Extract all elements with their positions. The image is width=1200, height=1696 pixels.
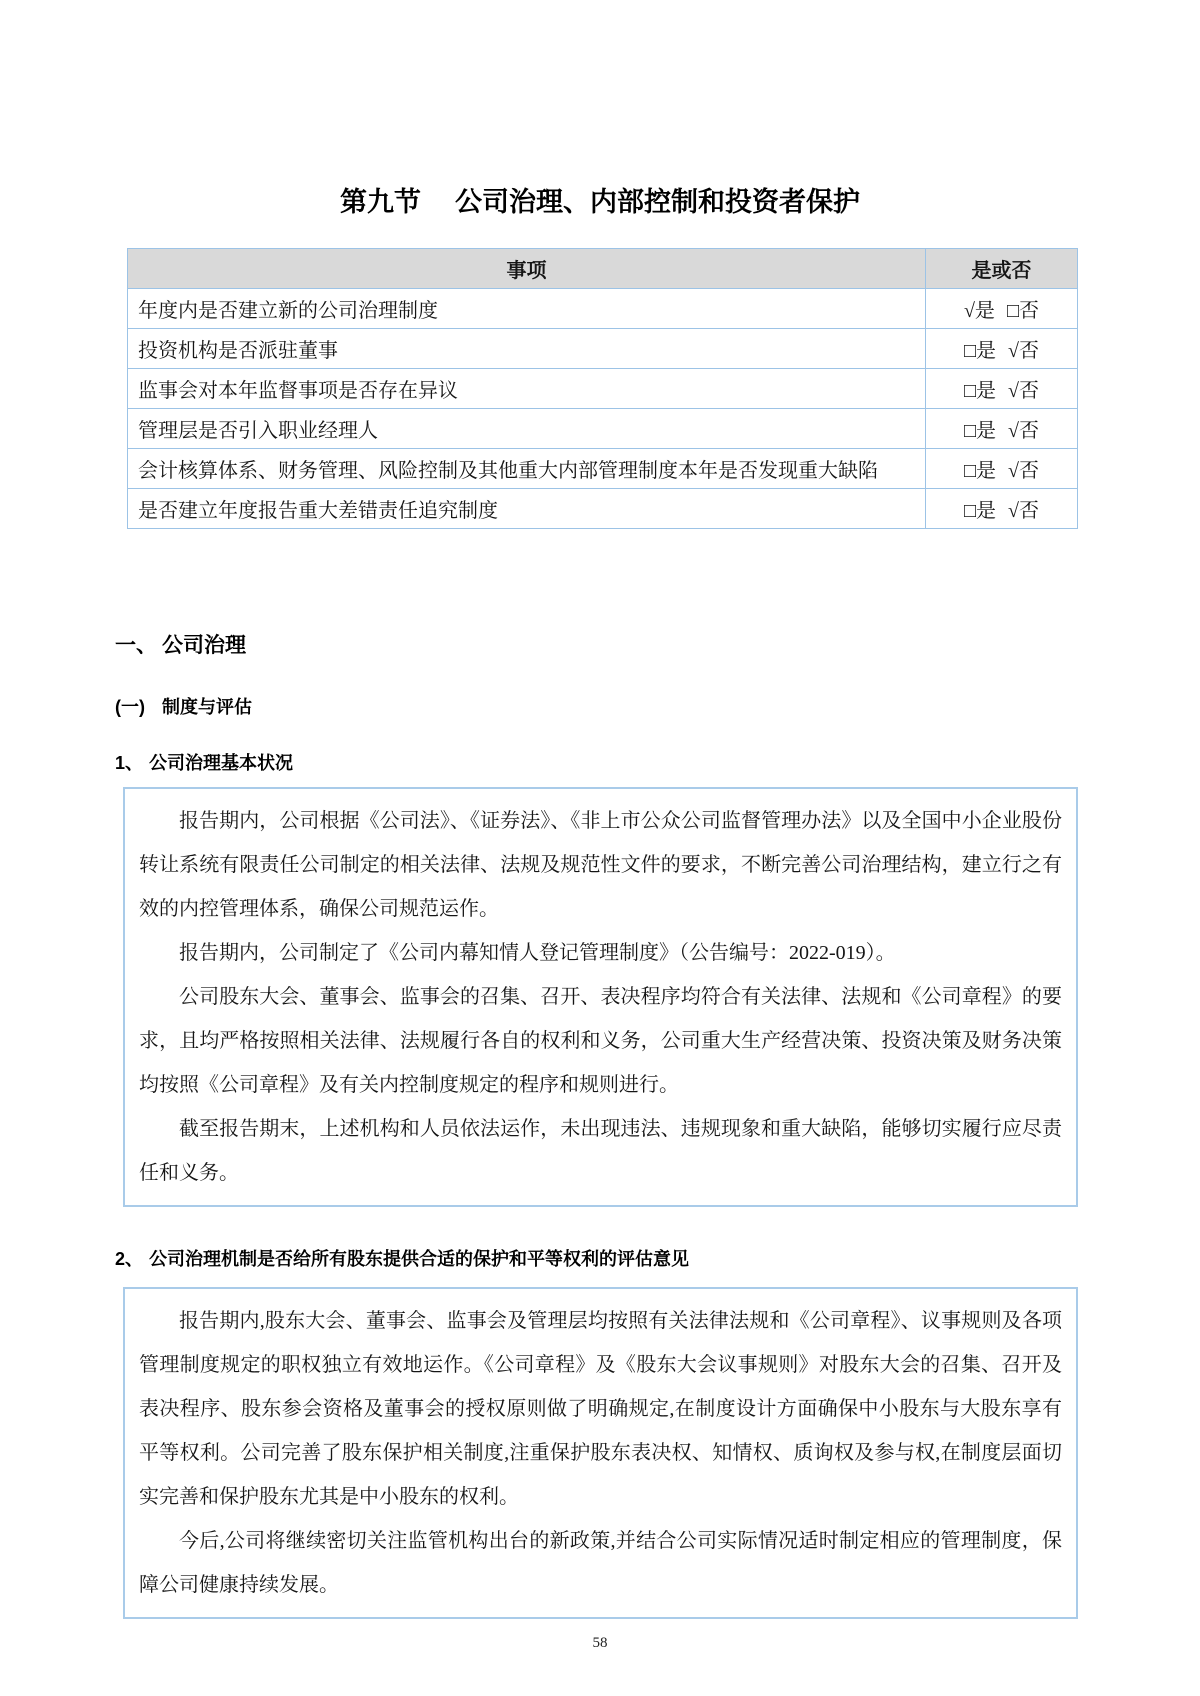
item-cell: 年度内是否建立新的公司治理制度 — [128, 289, 926, 329]
heading-text: 公司治理 — [162, 634, 246, 657]
heading-number: 1、 — [115, 753, 144, 773]
item-cell: 监事会对本年监督事项是否存在异议 — [128, 369, 926, 409]
page-number: 58 — [592, 1635, 608, 1651]
item-cell: 管理层是否引入职业经理人 — [128, 409, 926, 449]
section-title — [115, 186, 1085, 218]
item-cell: 会计核算体系、财务管理、风险控制及其他重大内部管理制度本年是否发现重大缺陷 — [128, 449, 926, 489]
no-checkbox-mark: √否 — [1008, 340, 1040, 362]
paragraph: 报告期内，公司根据《公司法》、《证券法》、《非上市公众公司监督管理办法》以及全国中小企业股份转让系统有限责任公司制定的相关法律、法规及规范性文件的要求，不断完善公司治理结构，建立行之有效的内控管理体系，确保公司规范运作。 — [139, 810, 1062, 920]
paragraph: 公司股东大会、董事会、监事会的召集、召开、表决程序均符合有关法律、法规和《公司章程》的要求，且均严格按照相关法律、法规履行各自的权利和义务，公司重大生产经营决策、投资决策及财务决策均按照《公司章程》及有关内控制度规定的程序和规则进行。 — [139, 986, 1062, 1096]
heading-text: 公司治理机制是否给所有股东提供合适的保护和平等权利的评估意见 — [149, 1249, 689, 1269]
yes-checkbox-mark: □是 — [963, 380, 997, 402]
answer-cell — [926, 369, 1078, 409]
paragraph: 截至报告期末，上述机构和人员依法运作，未出现违法、违规现象和重大缺陷，能够切实履行应尽责任和义务。 — [139, 1118, 1062, 1184]
heading-level1-corporate-governance — [115, 629, 1085, 659]
no-checkbox-mark: √否 — [1008, 380, 1040, 402]
table-row — [128, 289, 1078, 329]
yes-checkbox-mark: □是 — [963, 460, 997, 482]
paragraph: 报告期内，公司制定了《公司内幕知情人登记管理制度》（公告编号：2022-019）。 — [179, 942, 896, 964]
governance-yes-no-table — [127, 248, 1078, 529]
column-header-yes-or-no: 是或否 — [926, 249, 1078, 289]
heading-number: 2、 — [115, 1249, 144, 1269]
answer-cell — [926, 449, 1078, 489]
table-header-row — [128, 249, 1078, 289]
table-row — [128, 409, 1078, 449]
heading-item-2-shareholder-protection-evaluation — [115, 1245, 1085, 1271]
yes-checkbox-mark: □是 — [963, 420, 997, 442]
no-checkbox-mark: √否 — [1008, 460, 1040, 482]
answer-cell — [926, 329, 1078, 369]
heading-item-1-governance-basic-status — [115, 749, 1085, 775]
heading-text: 制度与评估 — [162, 697, 252, 717]
table-row — [128, 449, 1078, 489]
paragraph: 报告期内,股东大会、董事会、监事会及管理层均按照有关法律法规和《公司章程》、议事规则及各项管理制度规定的职权独立有效地运作。《公司章程》及《股东大会议事规则》对股东大会的召集、召开及表决程序、股东参会资格及董事会的授权原则做了明确规定,在制度设计方面确保中小股东与大股东享有平等权利。公司完善了股东保护相关制度,注重保护股东表决权、知情权、质询权及参与权,在制度层面切实完善和保护股东尤其是中小股东的权利。 — [139, 1310, 1062, 1508]
table-row — [128, 489, 1078, 529]
answer-cell — [926, 289, 1078, 329]
yes-checkbox-mark: □是 — [963, 340, 997, 362]
paragraph: 今后,公司将继续密切关注监管机构出台的新政策,并结合公司实际情况适时制定相应的管理制度，保障公司健康持续发展。 — [139, 1530, 1062, 1596]
answer-cell — [926, 409, 1078, 449]
table-row — [128, 329, 1078, 369]
table-row — [128, 369, 1078, 409]
yes-checkbox-mark: √是 — [963, 300, 995, 322]
item-cell: 是否建立年度报告重大差错责任追究制度 — [128, 489, 926, 529]
heading-level2-system-and-evaluation — [115, 693, 1085, 719]
page-content — [0, 186, 1200, 1652]
heading-number: 一、 — [115, 634, 157, 657]
heading-number: (一) — [115, 697, 145, 717]
section-title-text: 公司治理、内部控制和投资者保护 — [455, 187, 860, 217]
item-cell: 投资机构是否派驻董事 — [128, 329, 926, 369]
no-checkbox-mark: √否 — [1008, 420, 1040, 442]
answer-cell — [926, 489, 1078, 529]
no-checkbox-mark: √否 — [1008, 500, 1040, 522]
governance-status-text-box — [123, 787, 1078, 1207]
heading-text: 公司治理基本状况 — [149, 753, 293, 773]
shareholder-protection-text-box — [123, 1287, 1078, 1619]
no-checkbox-mark: □否 — [1006, 300, 1040, 322]
section-title-number: 第九节 — [340, 187, 421, 217]
column-header-item: 事项 — [128, 249, 926, 289]
yes-checkbox-mark: □是 — [963, 500, 997, 522]
